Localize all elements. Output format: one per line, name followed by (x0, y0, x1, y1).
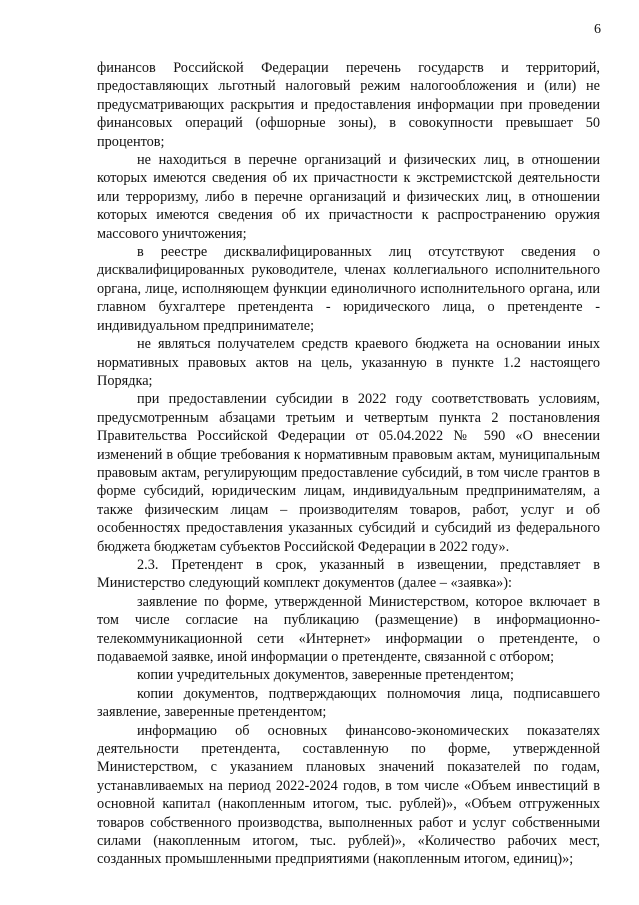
paragraph-application-form: заявление по форме, утвержденной Министерством, которое включает в том числе согласие на публикацию (размещение) в информационно-телекоммуникационной сети «Интернет» информации о претенденте, о подаваемой заявке, иной информации о претенденте, связанной с отбором; (97, 593, 600, 665)
paragraph-disqualified-persons: в реестре дисквалифицированных лиц отсутствуют сведения о дисквалифицированных руководителе, членах коллегиального исполнительного органа, лице, исполняющем функции единоличного исполнительного органа, или главном бухгалтере претендента - юридического лица, о претенденте - индивидуальном предпринимателе; (97, 244, 600, 334)
paragraph-regional-budget: не являться получателем средств краевого бюджета на основании иных нормативных правовых актов на цель, указанную в пункте 1.2 настоящего Порядка; (97, 336, 600, 389)
paragraph-offshore-continuation: финансов Российской Федерации перечень государств и территорий, предоставляющих льготный налоговый режим налогообложения и (или) не предусматривающих раскрытия и предоставления информации при проведении финансовых операций (офшорные зоны), в совокупности превышает 50 процентов; (97, 60, 600, 150)
page-number: 6 (594, 22, 601, 37)
paragraph-authority-documents: копии документов, подтверждающих полномочия лица, подписавшего заявление, заверенные претендентом; (97, 685, 600, 721)
paragraph-extremism-list: не находиться в перечне организаций и физических лиц, в отношении которых имеются сведения об их причастности к экстремистской деятельности или терроризму, либо в перечне организаций и физических лиц, в отношении которых имеются сведения об их причастности к распространению оружия массового уничтожения; (97, 152, 600, 242)
paragraph-section-2-3: 2.3. Претендент в срок, указанный в извещении, представляет в Министерство следующий комплект документов (далее – «заявка»): (97, 556, 600, 592)
paragraph-financial-indicators: информацию об основных финансово-экономических показателях деятельности претендента, составленную по форме, утвержденной Министерством, с указанием плановых значений показателей по годам, устанавливаемых на период 2022-2024 годов, в том числе «Объем инвестиций в основной капитал (накопленным итогом, тыс. рублей)», «Объем отгруженных товаров собственного производства, выполненных работ и услуг собственными силами (накопленным итогом, тыс. рублей)», «Количество рабочих мест, созданных промышленными предприятиями (накопленным итогом, единиц)»; (97, 722, 600, 868)
document-body (97, 59, 600, 869)
paragraph-founding-documents: копии учредительных документов, заверенные претендентом; (137, 667, 514, 684)
paragraph-subsidy-2022: при предоставлении субсидии в 2022 году соответствовать условиям, предусмотренным абзацами третьим и четвертым пункта 2 постановления Правительства Российской Федерации от 05.04.2022 № 590 «О внесении изменений в общие требования к нормативным правовым актам, муниципальным правовым актам, регулирующим предоставление субсидий, в том числе грантов в форме субсидий, юридическим лицам, индивидуальным предпринимателям, а также физическим лицам – производителям товаров, работ, услуг и об особенностях предоставления указанных субсидий и субсидий из федерального бюджета бюджетам субъектов Российской Федерации в 2022 году». (97, 391, 600, 555)
